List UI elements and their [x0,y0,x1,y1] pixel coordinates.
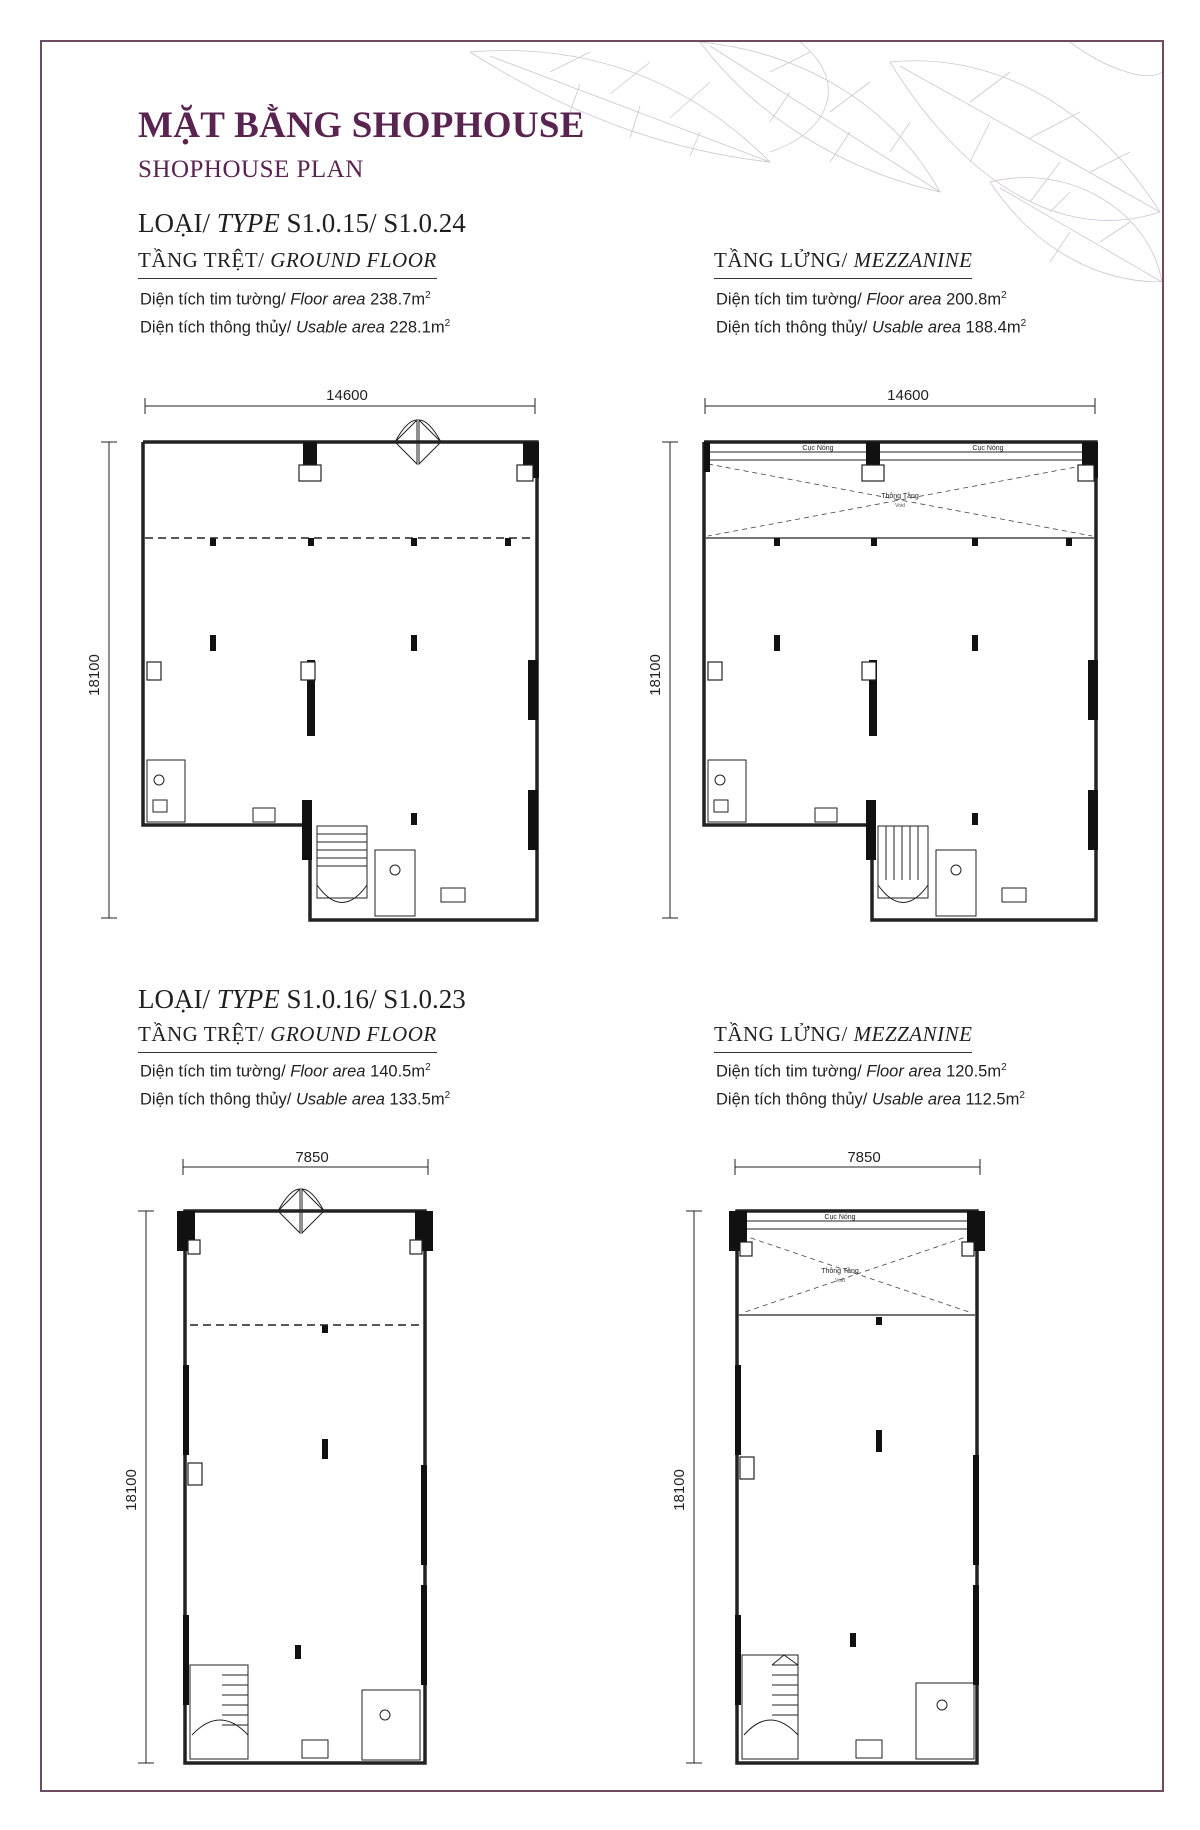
area-value: 120.5m [946,1062,1002,1081]
area-italic: Floor area [866,290,942,309]
void-sub-label: Void [895,503,905,509]
area-italic: Usable area [871,1090,961,1109]
staircase-mezz-2 [742,1655,974,1759]
area-value: 238.7m [370,290,426,309]
floor-name: MEZZANINE [853,1022,973,1046]
depth-dimension-label: 18100 [123,1469,140,1511]
staircase-ground-2 [190,1665,420,1760]
area-label: Diện tích tim tường/ [140,1062,286,1081]
type-italic: TYPE [216,208,280,238]
floor-plan-mezzanine-1 [647,380,1110,940]
depth-dimension-label: 18100 [671,1469,688,1511]
area-italic: Floor area [290,290,366,309]
ac-ledge [737,1221,977,1229]
floor-name: GROUND FLOOR [270,1022,437,1046]
usable-area-ground-1 [140,318,450,338]
area-italic: Usable area [295,1090,385,1109]
depth-dimension-label: 18100 [86,654,103,696]
area-italic: Floor area [866,1062,942,1081]
usable-area-ground-2 [140,1090,450,1110]
ac-label: Cục Nóng [824,1214,856,1221]
area-label: Diện tích tim tường/ [140,290,286,309]
floor-area-mezz-2 [716,1062,1007,1082]
width-dimension-label: 14600 [326,387,368,404]
floor-prefix: TẦNG TRỆT/ [138,248,265,272]
width-dimension-label: 7850 [295,1149,329,1166]
page-subtitle: SHOPHOUSE PLAN [138,156,364,183]
area-label: Diện tích thông thủy/ [716,1090,868,1109]
floor-prefix: TẦNG LỬNG/ [714,248,848,272]
type-code: S1.0.16/ S1.0.23 [286,984,466,1014]
area-unit-sup: 2 [444,1090,451,1101]
area-value: 200.8m [946,290,1002,309]
area-unit-sup: 2 [1001,290,1007,301]
width-dimension-label: 14600 [887,387,929,404]
usable-area-mezz-2 [716,1090,1025,1110]
area-unit-sup: 2 [425,1062,431,1073]
type-prefix: LOẠI/ [138,208,210,238]
area-value: 228.1m [389,318,445,337]
void-area [708,464,1092,536]
floor-heading-ground-1 [138,248,437,279]
floor-area-ground-2 [140,1062,431,1082]
type-code: S1.0.15/ S1.0.24 [286,208,466,238]
ac-ledge [704,452,1096,460]
area-value: 133.5m [389,1090,445,1109]
void-label: Thông Tầng [881,493,919,500]
type-heading-2 [138,984,466,1015]
type-prefix: LOẠI/ [138,984,210,1014]
exterior-walls [143,442,537,920]
wc-ground-left [147,760,275,822]
area-unit-sup: 2 [1001,1062,1007,1073]
void-sub-label: Void [835,1278,845,1284]
area-label: Diện tích tim tường/ [716,290,862,309]
staircase-ground-1 [317,826,465,916]
depth-dimension-label: 18100 [647,654,664,696]
void-label: Thông Tầng [821,1268,859,1275]
wc-mezz-left [708,760,837,822]
width-dimension-label: 7850 [847,1149,881,1166]
floor-name: GROUND FLOOR [270,248,437,272]
floor-heading-mezz-1 [714,248,972,279]
usable-area-mezz-1 [716,318,1026,338]
type-italic: TYPE [216,984,280,1014]
floor-name: MEZZANINE [853,248,973,272]
floor-prefix: TẦNG TRỆT/ [138,1022,265,1046]
floor-prefix: TẦNG LỬNG/ [714,1022,848,1046]
area-unit-sup: 2 [1020,318,1027,329]
ac-label-right: Cục Nóng [972,445,1004,452]
exterior-walls [704,442,1096,920]
ac-label-left: Cục Nóng [802,445,834,452]
area-label: Diện tích tim tường/ [716,1062,862,1081]
area-label: Diện tích thông thủy/ [716,318,868,337]
area-italic: Usable area [295,318,385,337]
floor-plan-ground-1 [86,380,555,940]
floor-plan-ground-2 [123,1145,450,1775]
area-value: 140.5m [370,1062,426,1081]
staircase-mezz-1 [878,826,1026,916]
floor-area-ground-1 [140,290,431,310]
floor-heading-mezz-2 [714,1022,972,1053]
area-value: 112.5m [965,1090,1020,1109]
leaf-decoration [470,42,1162,282]
type-heading-1 [138,208,466,239]
floor-heading-ground-2 [138,1022,437,1053]
floor-plan-mezzanine-2 [671,1145,1000,1775]
area-label: Diện tích thông thủy/ [140,318,292,337]
page-title: MẶT BẰNG SHOPHOUSE [138,105,585,146]
area-unit-sup: 2 [425,290,431,301]
area-italic: Usable area [871,318,961,337]
area-value: 188.4m [965,318,1021,337]
area-unit-sup: 2 [444,318,451,329]
exterior-walls [185,1211,425,1763]
exterior-walls [737,1211,977,1763]
floor-area-mezz-1 [716,290,1007,310]
area-italic: Floor area [290,1062,366,1081]
area-unit-sup: 2 [1019,1090,1025,1101]
area-label: Diện tích thông thủy/ [140,1090,292,1109]
